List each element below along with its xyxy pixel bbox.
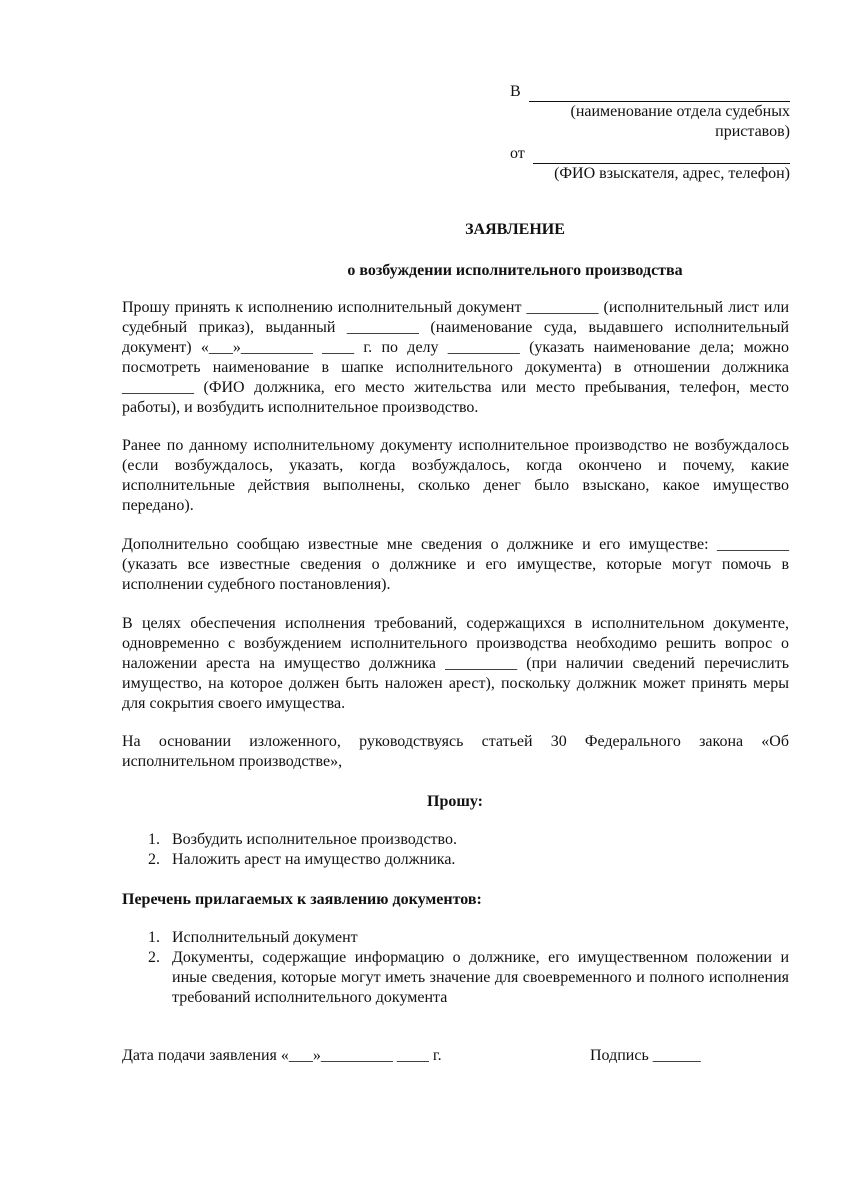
to-caption-2: приставов) bbox=[715, 123, 790, 140]
from-prefix: от bbox=[510, 145, 525, 162]
list-item-text: Возбудить исполнительное производство. bbox=[172, 831, 457, 848]
request-heading: Прошу: bbox=[427, 793, 483, 810]
paragraph-5: На основании изложенного, руководствуясь статьей 30 Федерального закона «Об исполнительном производстве», bbox=[122, 733, 789, 770]
list-item bbox=[122, 948, 789, 1008]
attachments-list bbox=[122, 928, 789, 1008]
to-prefix: В bbox=[510, 83, 521, 100]
document-subtitle: о возбуждении исполнительного производства bbox=[347, 262, 683, 279]
list-item-text: Исполнительный документ bbox=[172, 929, 358, 946]
list-item-number: 2. bbox=[148, 949, 160, 966]
to-caption-1: (наименование отдела судебных bbox=[570, 103, 790, 120]
list-item-text: Документы, содержащие информацию о должнике, его имущественном положении и иные сведения, которые могут иметь значение для своевременного и полного исполнения требований исполнительного документа bbox=[172, 949, 789, 1006]
paragraph-4: В целях обеспечения исполнения требований, содержащихся в исполнительном документе, одновременно с возбуждением исполнительного производства необходимо решить вопрос о наложении ареста на имущество должника _________ (при наличии сведений перечислить имущество, на которое должен быть наложен арест), поскольку должник может принять меры для сокрытия своего имущества. bbox=[122, 615, 789, 712]
from-blank bbox=[533, 147, 790, 164]
paragraph-1: Прошу принять к исполнению исполнительный документ _________ (исполнительный лист или судебный приказ), выданный _________ (наименование суда, выдавшего исполнительный документ) «___»_________ ____ г. по делу _________ (указать наименование дела; можно посмотреть наименование в шапке исполнительного документа) в отношении должника _________ (ФИО должника, его место жительства или место пребывания, телефон, место работы), и возбудить исполнительное производство. bbox=[122, 299, 789, 416]
signature-field: Подпись ______ bbox=[590, 1047, 701, 1064]
list-item-number: 1. bbox=[148, 831, 160, 848]
submission-date: Дата подачи заявления «___»_________ ____ г. bbox=[122, 1047, 442, 1064]
list-item bbox=[122, 928, 789, 948]
from-caption: (ФИО взыскателя, адрес, телефон) bbox=[554, 165, 790, 182]
paragraph-3: Дополнительно сообщаю известные мне сведения о должнике и его имуществе: _________ (указать все известные сведения о должнике и его имуществе, которые могут помочь в исполнении судебного постановления). bbox=[122, 536, 789, 593]
list-item bbox=[122, 830, 789, 850]
document-title: ЗАЯВЛЕНИЕ bbox=[465, 221, 565, 238]
list-item-text: Наложить арест на имущество должника. bbox=[172, 851, 456, 868]
from-line bbox=[510, 144, 790, 164]
to-line bbox=[510, 82, 790, 102]
attachments-heading: Перечень прилагаемых к заявлению документов: bbox=[122, 891, 482, 908]
list-item-number: 1. bbox=[148, 929, 160, 946]
list-item-number: 2. bbox=[148, 851, 160, 868]
to-blank bbox=[529, 85, 790, 102]
addressee-block bbox=[510, 82, 790, 184]
list-item bbox=[122, 850, 789, 870]
paragraph-2: Ранее по данному исполнительному документу исполнительное производство не возбуждалось (если возбуждалось, указать, когда возбуждалось, когда окончено и почему, какие исполнительные действия выполнены, сколько денег было взыскано, какое имущество передано). bbox=[122, 437, 789, 514]
request-list bbox=[122, 830, 789, 870]
